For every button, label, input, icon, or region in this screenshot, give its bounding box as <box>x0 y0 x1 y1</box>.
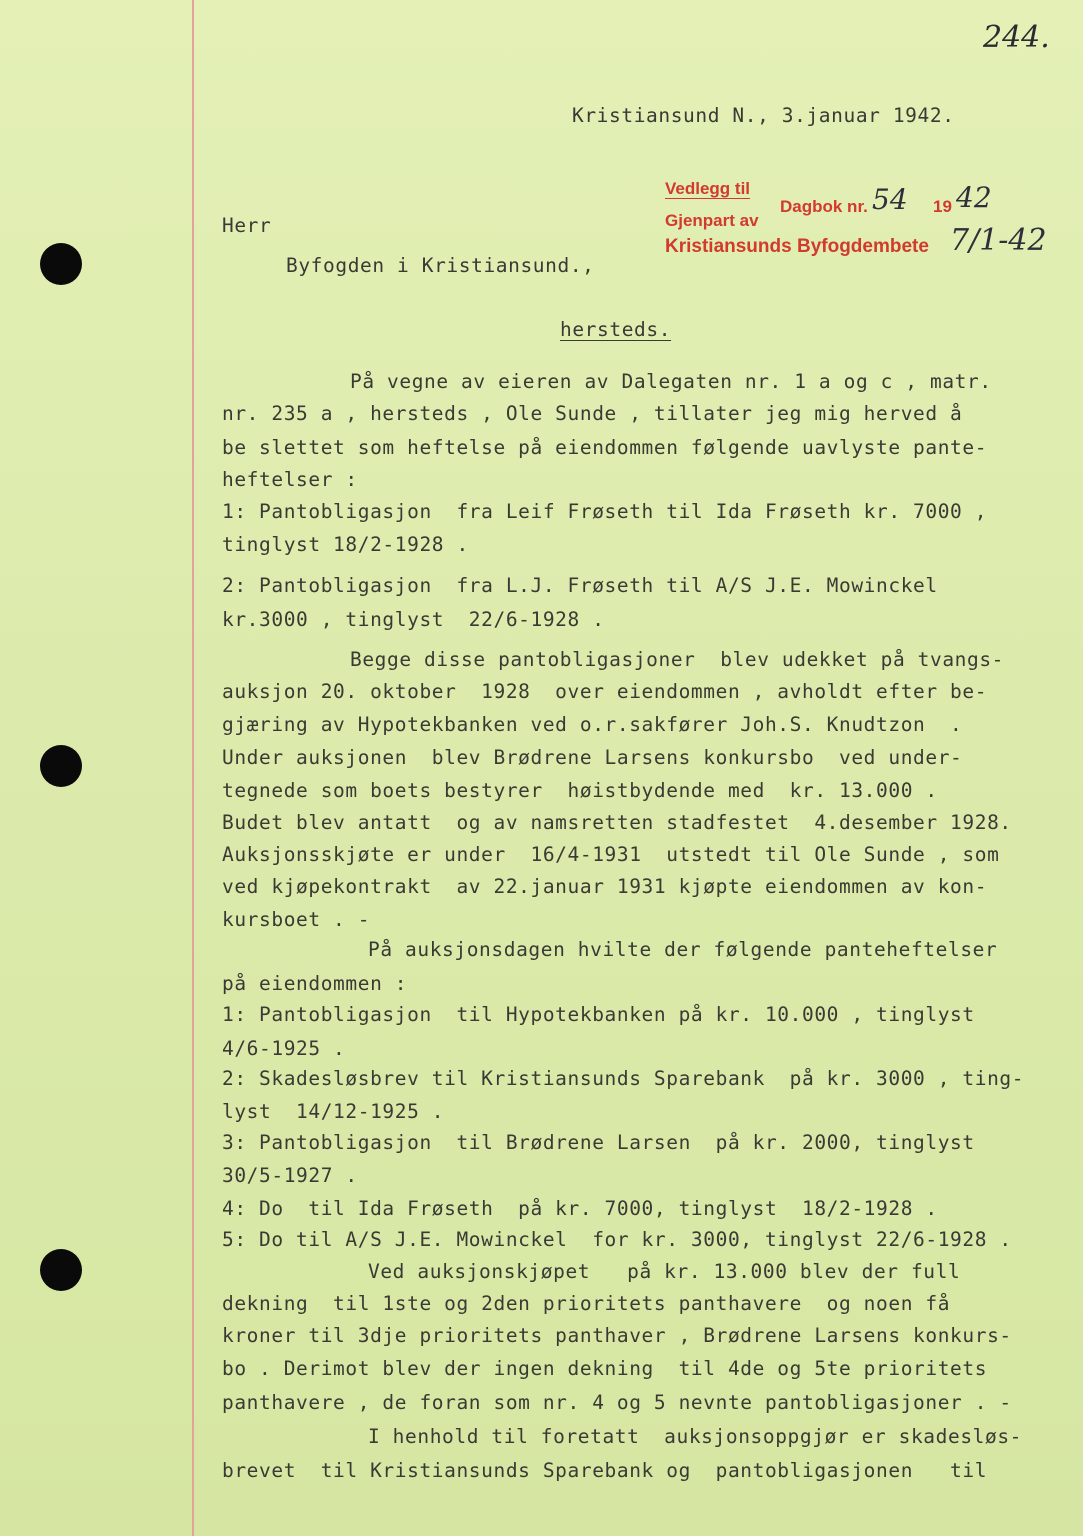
body-line: 5: Do til A/S J.E. Mowinckel for kr. 3000, tinglyst 22/6-1928 . <box>222 1228 1012 1251</box>
salutation: Herr <box>222 214 272 237</box>
body-line: dekning til 1ste og 2den prioritets panthavere og noen få <box>222 1292 951 1315</box>
stamp-year-printed: 19 <box>933 197 952 216</box>
body-line: 30/5-1927 . <box>222 1164 358 1187</box>
body-line: Auksjonsskjøte er under 16/4-1931 utstedt til Ole Sunde , som <box>222 843 1000 866</box>
location: hersteds. <box>560 318 672 341</box>
body-line: auksjon 20. oktober 1928 over eiendommen , avholdt efter be- <box>222 680 988 703</box>
punch-hole <box>40 745 82 787</box>
margin-rule <box>192 0 194 1536</box>
stamp-hand-date: 7/1-42 <box>950 223 1047 258</box>
body-line: I henhold til foretatt auksjonsoppgjør er skadesløs- <box>368 1425 1023 1448</box>
body-line: 2: Skadesløsbrev til Kristiansunds Sparebank på kr. 3000 , ting- <box>222 1067 1025 1090</box>
body-line: kr.3000 , tinglyst 22/6-1928 . <box>222 608 605 631</box>
body-line: 4: Do til Ida Frøseth på kr. 7000, tinglyst 18/2-1928 . <box>222 1197 938 1220</box>
body-line: Under auksjonen blev Brødrene Larsens konkursbo ved under- <box>222 746 963 769</box>
body-line: tegnede som boets bestyrer høistbydende med kr. 13.000 . <box>222 779 938 802</box>
page-number: 244. <box>983 20 1050 55</box>
body-line: ved kjøpekontrakt av 22.januar 1931 kjøpte eiendommen av kon- <box>222 875 988 898</box>
recipient: Byfogden i Kristiansund., <box>286 254 595 277</box>
body-line: på eiendommen : <box>222 972 408 995</box>
body-line: be slettet som heftelse på eiendommen følgende uavlyste pante- <box>222 436 988 459</box>
body-line: kroner til 3dje prioritets panthaver , Brødrene Larsens konkurs- <box>222 1324 1012 1347</box>
body-line: gjæring av Hypotekbanken ved o.r.sakfører Joh.S. Knudtzon . <box>222 713 963 736</box>
body-line: nr. 235 a , hersteds , Ole Sunde , tillater jeg mig herved å <box>222 402 963 425</box>
body-line: panthavere , de foran som nr. 4 og 5 nevnte pantobligasjoner . - <box>222 1391 1012 1414</box>
punch-hole <box>40 1249 82 1291</box>
place-date: Kristiansund N., 3.januar 1942. <box>572 104 955 127</box>
body-line: bo . Derimot blev der ingen dekning til 4de og 5te prioritets <box>222 1357 988 1380</box>
body-line: På vegne av eieren av Dalegaten nr. 1 a og c , matr. <box>350 370 992 393</box>
stamp-office: Kristiansunds Byfogdembete <box>665 236 929 257</box>
stamp-vedlegg: Vedlegg til <box>665 179 751 198</box>
body-line: lyst 14/12-1925 . <box>222 1100 445 1123</box>
body-line: kursboet . - <box>222 908 371 931</box>
body-line: 1: Pantobligasjon fra Leif Frøseth til Ida Frøseth kr. 7000 , <box>222 500 988 523</box>
stamp-dagbok-number: 54 <box>872 183 908 216</box>
stamp-gjenpart: Gjenpart av <box>665 211 759 230</box>
body-line: brevet til Kristiansunds Sparebank og pantobligasjonen til <box>222 1459 988 1482</box>
body-line: 4/6-1925 . <box>222 1037 346 1060</box>
body-line: På auksjonsdagen hvilte der følgende panteheftelser <box>368 938 998 961</box>
body-line: Budet blev antatt og av namsretten stadfestet 4.desember 1928. <box>222 811 1012 834</box>
body-line: heftelser : <box>222 468 358 491</box>
stamp-dagbok-label: Dagbok nr. <box>780 197 868 216</box>
body-line: 3: Pantobligasjon til Brødrene Larsen på kr. 2000, tinglyst <box>222 1131 975 1154</box>
punch-hole <box>40 243 82 285</box>
stamp-year-hand: 42 <box>956 181 992 214</box>
body-line: 1: Pantobligasjon til Hypotekbanken på kr. 10.000 , tinglyst <box>222 1003 975 1026</box>
body-line: 2: Pantobligasjon fra L.J. Frøseth til A/S J.E. Mowinckel <box>222 574 938 597</box>
body-line: Begge disse pantobligasjoner blev udekket på tvangs- <box>350 648 1005 671</box>
body-line: tinglyst 18/2-1928 . <box>222 533 469 556</box>
body-line: Ved auksjonskjøpet på kr. 13.000 blev der full <box>368 1260 961 1283</box>
